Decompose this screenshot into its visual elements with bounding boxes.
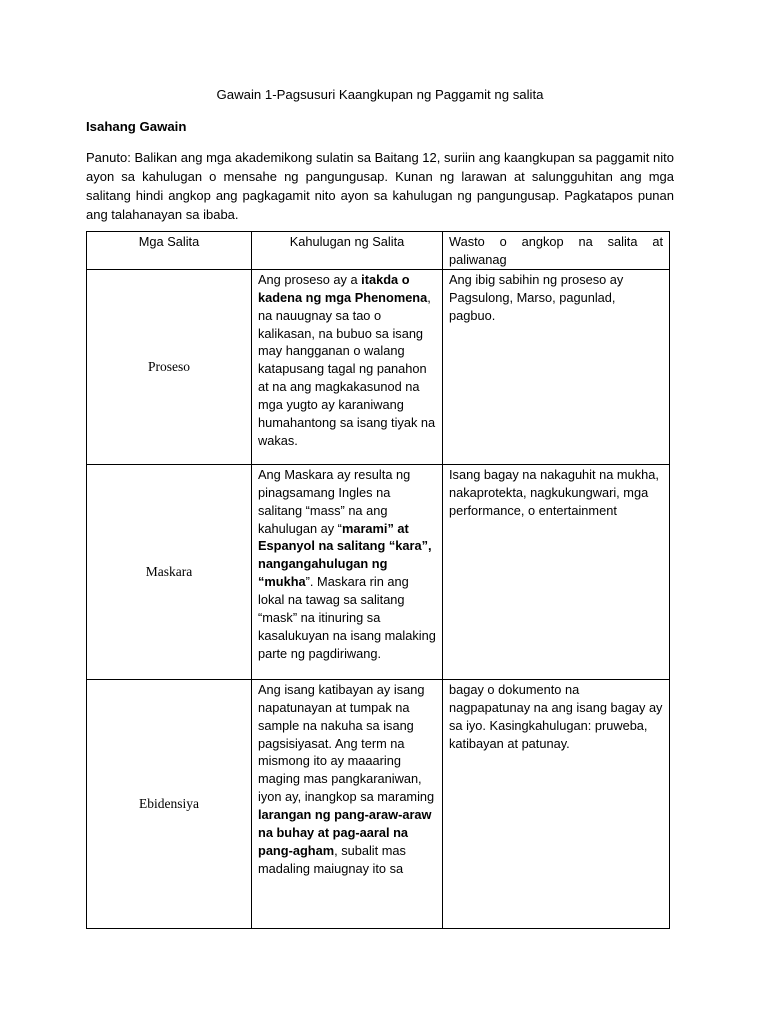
word-cell: Proseso <box>87 269 252 464</box>
meaning-text: ”. Maskara rin ang lokal na tawag sa salitang “mask” na itinuring sa kasalukuyan na isang malaking parte ng pagdiriwang. <box>258 574 436 661</box>
section-subtitle: Isahang Gawain <box>86 119 187 134</box>
explanation-cell: bagay o dokumento na nagpapatunay na ang isang bagay ay sa iyo. Kasingkahulugan: pruweba, katibayan at patunay. <box>443 679 670 928</box>
meaning-cell <box>252 269 443 464</box>
explanation-cell: Isang bagay na nakaguhit na mukha, nakaprotekta, nagkukungwari, mga performance, o entertainment <box>443 464 670 679</box>
instructions-paragraph <box>86 148 674 224</box>
meaning-bold-text: larangan ng pang-araw-araw na buhay at pag-aaral na pang-agham <box>258 807 432 858</box>
instructions-label: Panuto: <box>86 150 131 165</box>
word-cell: Ebidensiya <box>87 679 252 928</box>
meaning-text: Ang isang katibayan ay isang napatunayan at tumpak na sample na nakuha sa isang pagsisiyasat. Ang term na mismong ito ay maaaring maging mas pangkaraniwan, iyon ay, inangkop sa maraming <box>258 681 435 805</box>
table-row <box>87 679 670 928</box>
page-title: Gawain 1-Pagsusuri Kaangkupan ng Paggamit ng salita <box>216 87 544 102</box>
instructions-text: Balikan ang mga akademikong sulatin sa Baitang 12, suriin ang kaangkupan sa paggamit nito ayon sa kahulugan o mensahe ng pangungusap. Kunan ng larawan at salungguhitan ang mga salitang hindi angkop ang pagkagamit nito ayon sa kahulugan ng pangungusap. Pagkatapos punan ang talahanayan sa ibaba. <box>86 150 674 222</box>
explanation-cell: Ang ibig sabihin ng proseso ay Pagsulong, Marso, pagunlad, pagbuo. <box>443 269 670 464</box>
analysis-table <box>86 231 670 929</box>
header-mga-salita: Mga Salita <box>87 232 252 270</box>
header-wasto: Wasto o angkop na salita at paliwanag <box>443 232 670 270</box>
header-kahulugan: Kahulugan ng Salita <box>252 232 443 270</box>
meaning-text: Ang proseso ay a <box>258 271 362 287</box>
meaning-bold-text: itakda o kadena ng mga Phenomena <box>258 271 428 305</box>
table-row <box>87 464 670 679</box>
table-header-row <box>87 232 670 270</box>
meaning-text: , subalit mas madaling maiugnay ito sa <box>258 842 406 876</box>
meaning-bold-text: marami” at Espanyol na salitang “kara”, nangangahulugan ng “mukha <box>258 520 432 590</box>
meaning-text: Ang Maskara ay resulta ng pinagsamang Ingles na salitang “mass” na ang kahulugan ay “ <box>258 466 411 536</box>
table-row <box>87 269 670 464</box>
meaning-text: , na nauugnay sa tao o kalikasan, na bubuo sa isang may hangganan o walang katapusang tagal ng panahon at na ang magkakasunod na mga yugto ay karaniwang humahantong sa isang tiyak na wakas. <box>258 289 436 448</box>
document-header <box>86 86 674 224</box>
meaning-cell <box>252 679 443 928</box>
meaning-cell <box>252 464 443 679</box>
word-cell: Maskara <box>87 464 252 679</box>
